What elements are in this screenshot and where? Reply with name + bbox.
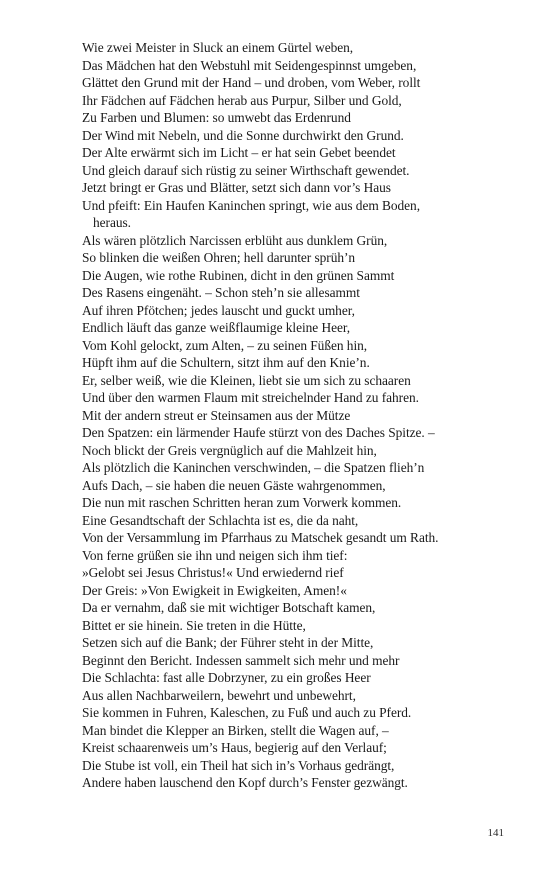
poem-line: Des Rasens eingenäht. – Schon steh’n sie allesammt (82, 285, 360, 300)
poem-line: Eine Gesandtschaft der Schlachta ist es, die da naht, (82, 512, 359, 528)
poem-line: Andere haben lauschend den Kopf durch’s Fenster gezwängt. (82, 775, 408, 790)
poem-line: Und gleich darauf sich rüstig zu seiner Wirthschaft gewendet. (82, 162, 410, 178)
poem-line: Ihr Fädchen auf Fädchen herab aus Purpur, Silber und Gold, (82, 92, 402, 108)
poem-line: Aus allen Nachbarweilern, bewehrt und unbewehrt, (82, 687, 356, 703)
poem-line: Bittet er sie hinein. Sie treten in die Hütte, (82, 617, 306, 633)
poem-line: Man bindet die Klepper an Birken, stellt die Wagen auf, – (82, 722, 389, 738)
poem-line: Der Wind mit Nebeln, und die Sonne durchwirkt den Grund. (82, 127, 404, 143)
poem-line: Glättet den Grund mit der Hand – und droben, vom Weber, rollt (82, 75, 421, 90)
page-number: 141 (487, 827, 504, 839)
poem-line-continuation: heraus. (93, 215, 131, 230)
poem-line: Auf ihren Pfötchen; jedes lauscht und guckt umher, (82, 302, 355, 318)
poem-line: »Gelobt sei Jesus Christus!« Und erwiedernd rief (82, 565, 344, 580)
poem-line: Die Stube ist voll, ein Theil hat sich in’s Vorhaus gedrängt, (82, 757, 395, 773)
poem-line: Sie kommen in Fuhren, Kaleschen, zu Fuß und auch zu Pferd. (82, 705, 412, 720)
poem-line: Den Spatzen: ein lärmender Haufe stürzt von des Daches Spitze. – (82, 425, 435, 440)
poem-line: Noch blickt der Greis vergnüglich auf die Mahlzeit hin, (82, 442, 377, 458)
poem-line: Als wären plötzlich Narcissen erblüht aus dunklem Grün, (82, 232, 388, 248)
poem-line: Endlich läuft das ganze weißflaumige kleine Heer, (82, 320, 351, 335)
poem-line: Beginnt den Bericht. Indessen sammelt sich mehr und mehr (82, 652, 400, 668)
poem-line: Kreist schaarenweis um’s Haus, begierig auf den Verlauf; (82, 740, 387, 755)
poem-line: Mit der andern streut er Steinsamen aus der Mütze (82, 407, 351, 423)
poem-line: Jetzt bringt er Gras und Blätter, setzt sich dann vor’s Haus (82, 180, 391, 195)
poem-line: So blinken die weißen Ohren; hell darunter sprüh’n (82, 250, 356, 265)
poem-line: Wie zwei Meister in Sluck an einem Gürtel weben, (82, 40, 354, 55)
poem-line: Hüpft ihm auf die Schultern, sitzt ihm auf den Knie’n. (82, 355, 370, 370)
poem-line: Von ferne grüßen sie ihn und neigen sich ihm tief: (82, 547, 348, 563)
poem-line: Aufs Dach, – sie haben die neuen Gäste wahrgenommen, (82, 477, 386, 493)
poem-line: Die Augen, wie rothe Rubinen, dicht in den grünen Sammt (82, 267, 395, 283)
poem-line: Die nun mit raschen Schritten heran zum Vorwerk kommen. (82, 495, 402, 510)
poem-line: Vom Kohl gelockt, zum Alten, – zu seinen Füßen hin, (82, 337, 368, 353)
poem-line: Von der Versammlung im Pfarrhaus zu Matschek gesandt um Rath. (82, 530, 439, 545)
poem-line: Der Alte erwärmt sich im Licht – er hat sein Gebet beendet (82, 145, 396, 160)
poem-line: Setzen sich auf die Bank; der Führer steht in der Mitte, (82, 635, 374, 650)
poem-line: Der Greis: »Von Ewigkeit in Ewigkeiten, Amen!« (82, 582, 347, 598)
poem-line: Zu Farben und Blumen: so umwebt das Erdenrund (82, 110, 351, 125)
poem-line: Und pfeift: Ein Haufen Kaninchen springt, wie aus dem Boden, (82, 197, 421, 213)
poem-text (82, 39, 522, 792)
poem-line: Er, selber weiß, wie die Kleinen, liebt sie um sich zu schaaren (82, 372, 411, 388)
poem-line: Da er vernahm, daß sie mit wichtiger Botschaft kamen, (82, 600, 376, 615)
poem-line: Und über den warmen Flaum mit streichelnder Hand zu fahren. (82, 390, 419, 405)
poem-line: Als plötzlich die Kaninchen verschwinden, – die Spatzen flieh’n (82, 460, 425, 475)
poem-line: Das Mädchen hat den Webstuhl mit Seidengespinnst umgeben, (82, 57, 417, 73)
poem-line: Die Schlachta: fast alle Dobrzyner, zu ein großes Heer (82, 670, 371, 685)
